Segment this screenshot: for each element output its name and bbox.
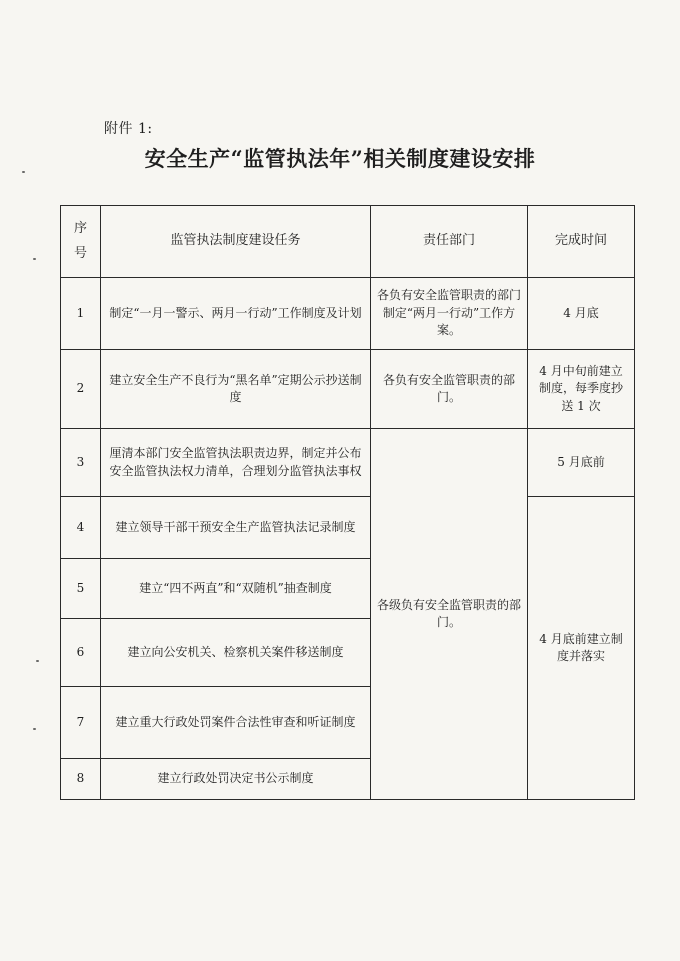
row-seq: 6 [61,619,101,687]
row-dept: 各负有安全监管职责的部门。 [371,350,528,429]
table-header-row [61,206,635,278]
document-title: 安全生产“监管执法年”相关制度建设安排 [144,146,536,171]
row-seq: 7 [61,687,101,759]
header-seq [61,206,101,278]
header-task: 监管执法制度建设任务 [101,206,371,278]
annex-label: 附件 1: [104,121,153,137]
table-row [61,497,635,559]
row-seq: 4 [61,497,101,559]
row-seq: 8 [61,759,101,800]
row-task: 建立“四不两直”和“双随机”抽查制度 [101,559,371,619]
row-time: 4 月底 [528,278,635,350]
row-time: 4 月中旬前建立制度，每季度抄送 1 次 [528,350,635,429]
row-task: 厘清本部门安全监管执法职责边界，制定并公布安全监管执法权力清单，合理划分监管执法事权 [101,429,371,497]
merged-time-cell: 4 月底前建立制度并落实 [528,497,635,800]
scan-speck [33,728,36,730]
row-task: 建立向公安机关、检察机关案件移送制度 [101,619,371,687]
table-row [61,278,635,350]
row-task: 建立重大行政处罚案件合法性审查和听证制度 [101,687,371,759]
row-seq: 5 [61,559,101,619]
row-task: 建立领导干部干预安全生产监管执法记录制度 [101,497,371,559]
table-row [61,429,635,497]
row-dept: 各负有安全监管职责的部门制定“两月一行动”工作方案。 [371,278,528,350]
scan-speck [22,171,25,173]
row-task: 建立安全生产不良行为“黑名单”定期公示抄送制度 [101,350,371,429]
scan-speck [33,258,36,260]
header-time: 完成时间 [528,206,635,278]
schedule-table [60,205,635,800]
scan-speck [36,660,39,662]
header-seq-line2: 号 [73,245,87,261]
row-task: 建立行政处罚决定书公示制度 [101,759,371,800]
row-task: 制定“一月一警示、两月一行动”工作制度及计划 [101,278,371,350]
row-seq: 2 [61,350,101,429]
row-seq: 3 [61,429,101,497]
header-dept: 责任部门 [371,206,528,278]
header-seq-line1: 序 [73,220,87,236]
merged-dept-cell: 各级负有安全监管职责的部门。 [371,429,528,800]
row-time: 5 月底前 [528,429,635,497]
row-seq: 1 [61,278,101,350]
table-row [61,350,635,429]
